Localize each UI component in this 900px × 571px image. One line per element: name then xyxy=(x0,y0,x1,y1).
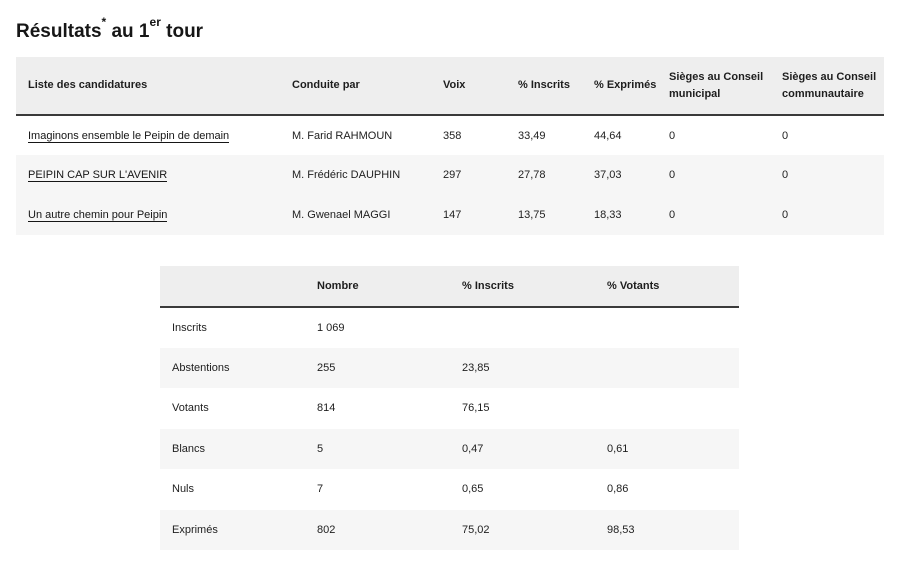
table-header-row xyxy=(16,57,884,115)
list-link[interactable]: PEIPIN CAP SUR L'AVENIR xyxy=(28,169,168,181)
column-header-votes: Voix xyxy=(431,57,506,115)
pct-registered-cell: 13,75 xyxy=(518,209,546,221)
column-header-list: Liste des candidatures xyxy=(16,57,280,115)
table-row xyxy=(160,348,739,389)
list-name-cell xyxy=(16,155,280,195)
row-label: Abstentions xyxy=(172,361,230,374)
table-row xyxy=(16,195,884,235)
list-name-cell xyxy=(16,195,280,235)
title-text: Résultats xyxy=(16,21,102,42)
row-label: Votants xyxy=(172,402,209,415)
municipal-seats-cell: 0 xyxy=(669,209,676,221)
leader-cell: M. Farid RAHMOUN xyxy=(292,129,393,142)
votes-cell: 358 xyxy=(443,129,462,142)
column-header-leader: Conduite par xyxy=(280,57,431,115)
pct-voters-cell: 98,53 xyxy=(607,523,635,536)
list-name-cell xyxy=(16,115,280,155)
table-row xyxy=(160,388,739,429)
leader-cell: M. Frédéric DAUPHIN xyxy=(292,169,401,181)
participation-table xyxy=(160,266,739,550)
votes-cell: 297 xyxy=(443,169,462,181)
list-link[interactable]: Imaginons ensemble le Peipin de demain xyxy=(28,129,230,142)
pct-registered-cell xyxy=(450,307,595,348)
count-cell: 255 xyxy=(317,361,336,374)
pct-expressed-cell: 18,33 xyxy=(594,209,622,221)
table-row xyxy=(160,307,739,348)
column-header-pct-expressed: % Exprimés xyxy=(582,57,657,115)
candidates-results-table xyxy=(16,57,884,235)
page-title xyxy=(16,15,204,46)
title-footnote-star: * xyxy=(101,15,107,29)
pct-voters-cell: 0,61 xyxy=(607,442,629,455)
list-link[interactable]: Un autre chemin pour Peipin xyxy=(28,209,168,221)
pct-registered-cell: 27,78 xyxy=(518,169,546,181)
column-header-municipal-seats: Sièges au Conseil municipal xyxy=(657,57,770,115)
count-cell: 814 xyxy=(317,402,336,415)
pct-voters-cell: 0,86 xyxy=(607,483,629,496)
pct-registered-cell: 75,02 xyxy=(462,523,490,536)
municipal-seats-cell: 0 xyxy=(669,129,676,142)
pct-registered-cell: 0,47 xyxy=(462,442,484,455)
pct-expressed-cell: 37,03 xyxy=(594,169,622,181)
column-header-community-seats: Sièges au Conseil communautaire xyxy=(770,57,884,115)
column-header-pct-registered: % Inscrits xyxy=(450,266,595,307)
count-cell: 1 069 xyxy=(317,321,345,334)
title-round-text: au 1 xyxy=(106,21,150,42)
table-row xyxy=(16,115,884,155)
pct-voters-cell xyxy=(595,388,739,429)
row-label: Inscrits xyxy=(172,321,207,334)
table-row xyxy=(160,469,739,510)
table-row xyxy=(160,510,739,551)
community-seats-cell: 0 xyxy=(782,129,789,142)
count-cell: 5 xyxy=(317,442,324,455)
count-cell: 7 xyxy=(317,483,324,496)
pct-registered-cell: 33,49 xyxy=(518,129,546,142)
column-header-pct-voters: % Votants xyxy=(595,266,739,307)
votes-cell: 147 xyxy=(443,209,462,221)
title-tour-text: tour xyxy=(160,21,204,42)
column-header-count: Nombre xyxy=(305,266,450,307)
count-cell: 802 xyxy=(317,523,336,536)
community-seats-cell: 0 xyxy=(782,209,789,221)
pct-registered-cell: 76,15 xyxy=(462,402,490,415)
pct-voters-cell xyxy=(595,307,739,348)
pct-registered-cell: 0,65 xyxy=(462,483,484,496)
pct-expressed-cell: 44,64 xyxy=(594,129,622,142)
title-ordinal: er xyxy=(149,15,161,29)
row-label: Blancs xyxy=(172,442,206,455)
community-seats-cell: 0 xyxy=(782,169,789,181)
row-label: Nuls xyxy=(172,483,195,496)
table-row xyxy=(160,429,739,470)
leader-cell: M. Gwenael MAGGI xyxy=(292,209,391,221)
pct-registered-cell: 23,85 xyxy=(462,361,490,374)
table-header-row xyxy=(160,266,739,307)
table-row xyxy=(16,155,884,195)
municipal-seats-cell: 0 xyxy=(669,169,676,181)
column-header-label xyxy=(160,266,305,307)
row-label: Exprimés xyxy=(172,523,218,536)
pct-voters-cell xyxy=(595,348,739,389)
column-header-pct-registered: % Inscrits xyxy=(506,57,582,115)
